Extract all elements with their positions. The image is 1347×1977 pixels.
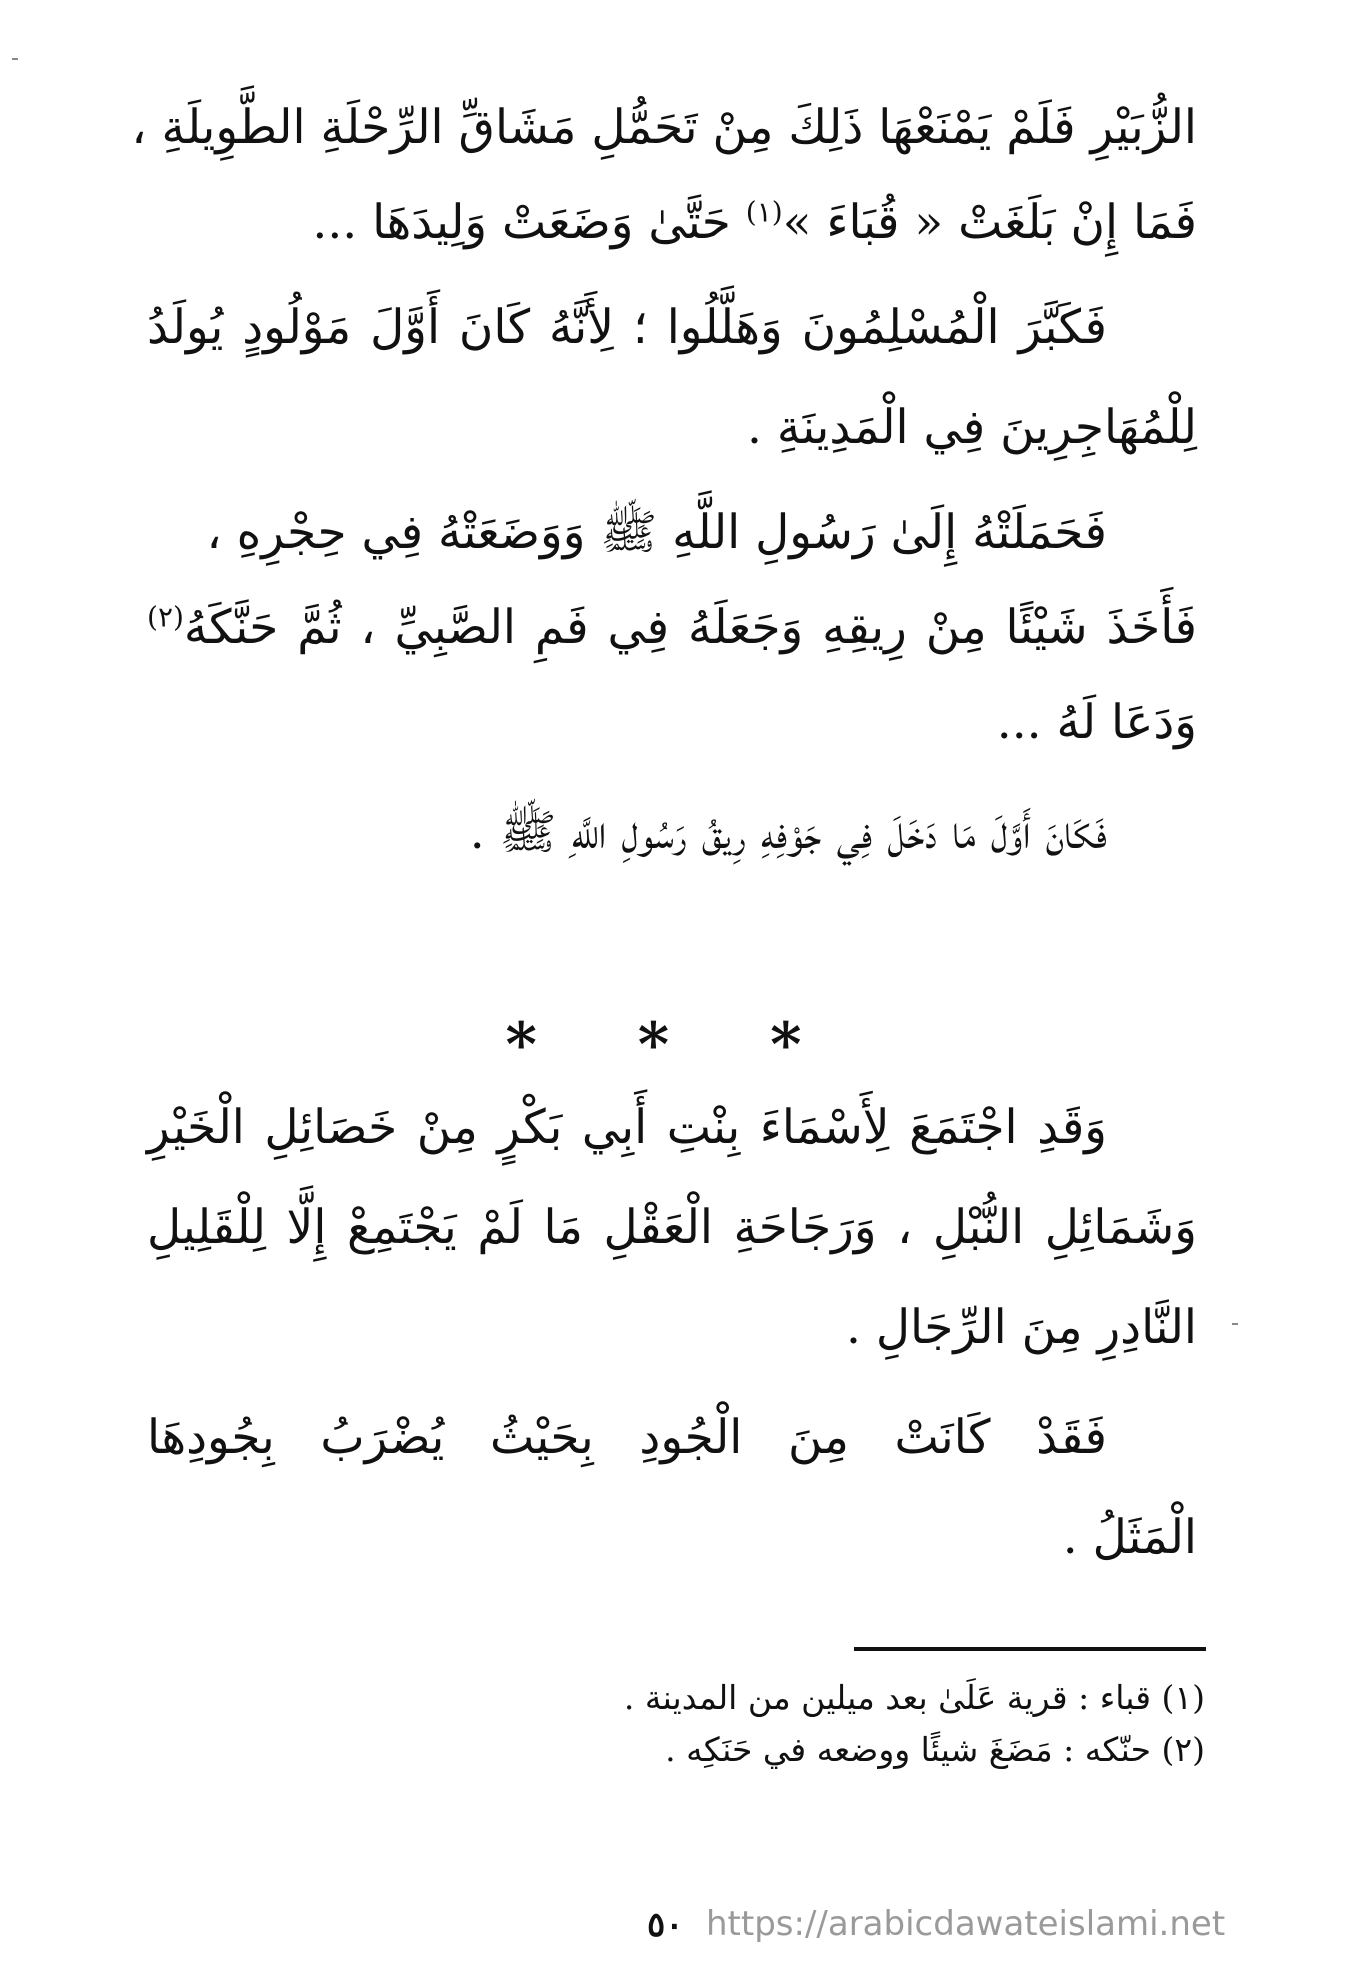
text-fragment: فَأَخَذَ شَيْئًا مِنْ رِيقِهِ وَجَعَلَهُ فِي فَمِ الصَّبِيِّ ، ثُمَّ حَنَّكَهُ xyxy=(183,600,1197,655)
text-line xyxy=(147,195,1197,251)
footnote-divider xyxy=(854,1647,1206,1651)
text-line: وَشَمَائِلِ النُّبْلِ ، وَرَجَاحَةِ الْعَقْلِ مَا لَمْ يَجْتَمِعْ إِلَّا لِلْقَلِيلِ xyxy=(147,1200,1197,1255)
text-line xyxy=(147,600,1197,656)
text-line: وَقَدِ اجْتَمَعَ لِأَسْمَاءَ بِنْتِ أَبِي بَكْرٍ مِنْ خَصَائِلِ الْخَيْرِ xyxy=(147,1100,1107,1155)
text-fragment: فَمَا إِنْ بَلَغَتْ « قُبَاءَ » xyxy=(782,195,1197,250)
text-line: فَكَبَّرَ الْمُسْلِمُونَ وَهَلَّلُوا ؛ لِأَنَّهُ كَانَ أَوَّلَ مَوْلُودٍ يُولَدُ xyxy=(147,300,1107,355)
scan-speck xyxy=(12,58,18,60)
text-line: وَدَعَا لَهُ ... xyxy=(996,695,1197,750)
section-separator: * * * xyxy=(505,1010,842,1080)
footnote-ref-2: (٢) xyxy=(147,600,184,634)
text-line: الزُّبَيْرِ فَلَمْ يَمْنَعْهَا ذَلِكَ مِنْ تَحَمُّلِ مَشَاقِّ الرِّحْلَةِ الطَّوِيلَةِ ، xyxy=(131,100,1197,155)
text-line: فَكَانَ أَوَّلَ مَا دَخَلَ فِي جَوْفِهِ رِيقُ رَسُولِ اللَّهِ ﷺ . xyxy=(469,805,1107,860)
text-line: لِلْمُهَاجِرِينَ فِي الْمَدِينَةِ . xyxy=(747,400,1197,455)
scan-speck xyxy=(1232,1323,1238,1325)
footnote: (٢) حنّكه : مَضَغَ شيئًا ووضعه في حَنَكِه . xyxy=(665,1730,1205,1769)
text-line: فَحَمَلَتْهُ إِلَىٰ رَسُولِ اللَّهِ ﷺ وَوَضَعَتْهُ فِي حِجْرِهِ ، xyxy=(206,505,1107,560)
text-line: النَّادِرِ مِنَ الرِّجَالِ . xyxy=(845,1300,1197,1355)
text-fragment: حَتَّىٰ وَضَعَتْ وَلِيدَهَا ... xyxy=(312,195,731,250)
text-line: الْمَثَلُ . xyxy=(1062,1510,1197,1565)
watermark-url: https://arabicdawateislami.net xyxy=(706,1904,1226,1944)
page-number: ٥٠ xyxy=(647,1905,684,1945)
text-line: فَقَدْ كَانَتْ مِنَ الْجُودِ بِحَيْثُ يُضْرَبُ بِجُودِهَا xyxy=(147,1410,1107,1465)
footnote: (١) قباء : قرية عَلَىٰ بعد ميلين من المدينة . xyxy=(623,1678,1205,1717)
footnote-ref-1: (١) xyxy=(745,195,783,229)
